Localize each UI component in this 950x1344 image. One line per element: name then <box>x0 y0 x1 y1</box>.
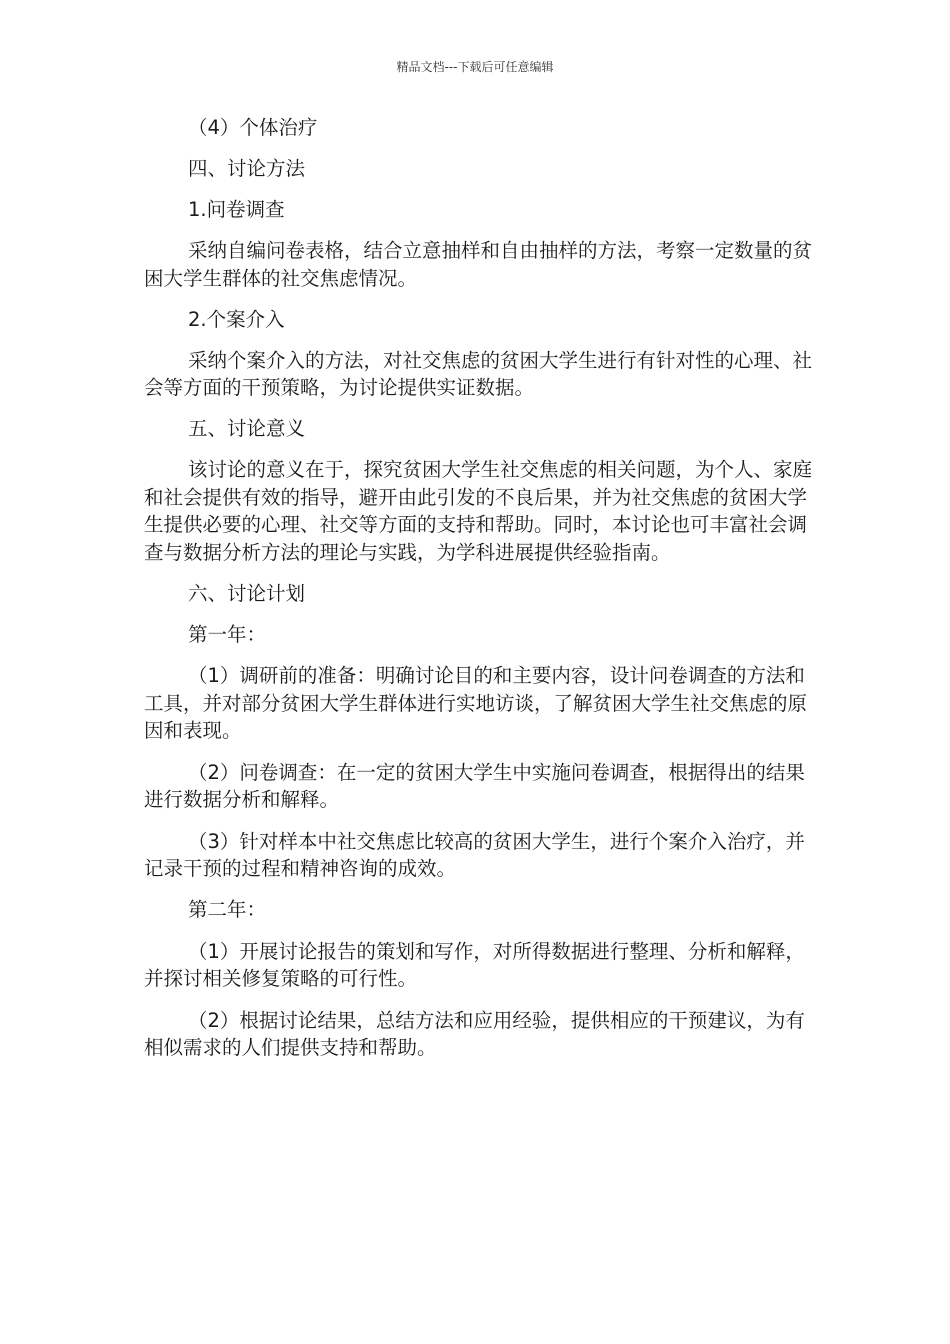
subheading-first-year: 第一年： <box>188 622 267 646</box>
subheading-case-intervention: 2.个案介入 <box>188 307 285 331</box>
paragraph-case-intervention: 采纳个案介入的方法，对社交焦虑的贫困大学生进行有针对性的心理、社会等方面的干预策略，为讨论提供实证数据。 <box>144 348 813 399</box>
plan-item-summary: （2）根据讨论结果，总结方法和应用经验，提供相应的干预建议，为有相似需求的人们提供支持和帮助。 <box>144 1008 805 1059</box>
paragraph-significance: 该讨论的意义在于，探究贫困大学生社交焦虑的相关问题，为个人、家庭和社会提供有效的指导，避开由此引发的不良后果，并为社交焦虑的贫困大学生提供必要的心理、社交等方面的支持和帮助。同时，本讨论也可丰富社会调查与数据分析方法的理论与实践，为学科进展提供经验指南。 <box>144 458 813 564</box>
list-item-individual-therapy: （4）个体治疗 <box>188 116 318 139</box>
paragraph-questionnaire: 采纳自编问卷表格，结合立意抽样和自由抽样的方法，考察一定数量的贫困大学生群体的社交焦虑情况。 <box>144 239 813 290</box>
section-heading-plan: 六、讨论计划 <box>188 581 306 605</box>
section-heading-methods: 四、讨论方法 <box>188 157 306 180</box>
page-header: 精品文档---下载后可任意编辑 <box>396 60 554 74</box>
subheading-second-year: 第二年： <box>188 898 267 921</box>
document-body <box>144 114 812 1062</box>
plan-item-case-treatment: （3）针对样本中社交焦虑比较高的贫困大学生，进行个案介入治疗，并记录干预的过程和精神咨询的成效。 <box>144 829 805 880</box>
plan-item-preparation: （1）调研前的准备：明确讨论目的和主要内容，设计问卷调查的方法和工具，并对部分贫困大学生群体进行实地访谈，了解贫困大学生社交焦虑的原因和表现。 <box>144 664 808 742</box>
plan-item-report: （1）开展讨论报告的策划和写作，对所得数据进行整理、分析和解释，并探讨相关修复策略的可行性。 <box>144 939 805 990</box>
plan-item-survey: （2）问卷调查：在一定的贫困大学生中实施问卷调查，根据得出的结果进行数据分析和解释。 <box>144 760 805 811</box>
section-heading-significance: 五、讨论意义 <box>188 417 306 440</box>
subheading-questionnaire: 1.问卷调查 <box>188 198 285 221</box>
